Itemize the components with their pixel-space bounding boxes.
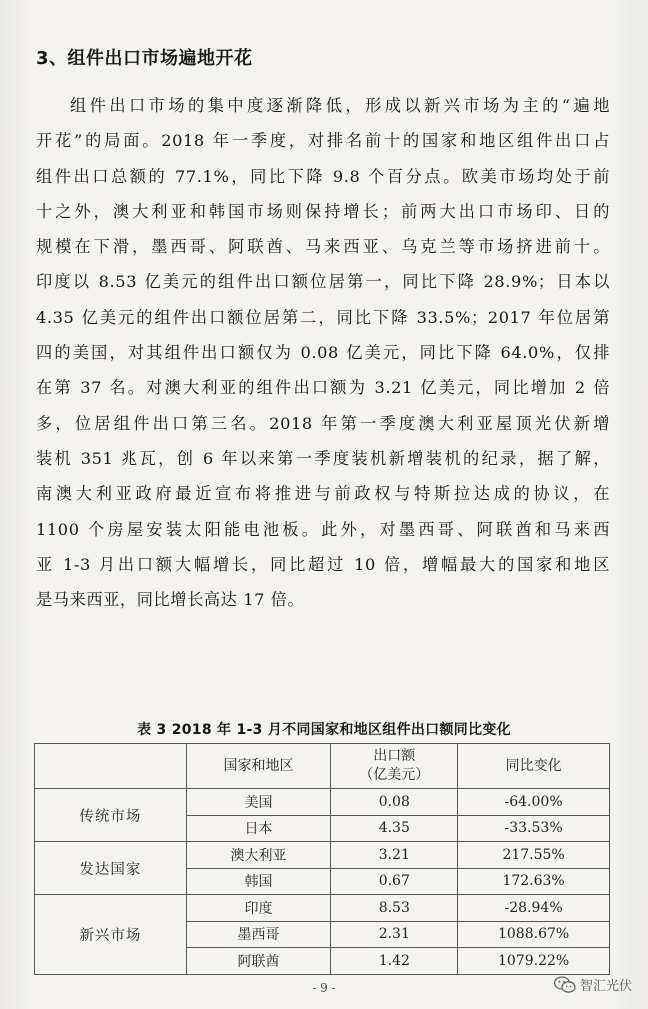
paragraph-line: 1100 个房屋安装太阳能电池板。此外，对墨西哥、阿联酋和马来西 [36, 519, 610, 539]
cell-region: 澳大利亚 [186, 842, 331, 869]
cell-change: 172.63% [458, 868, 610, 895]
cell-change: 1079.22% [458, 948, 610, 975]
paragraph-line: 印度以 8.53 亿美元的组件出口额位居第一，同比下降 28.9%；日本以 [36, 272, 610, 292]
group-label: 发达国家 [35, 842, 187, 895]
cell-region: 墨西哥 [186, 921, 331, 948]
watermark-text: 智汇光伏 [579, 979, 632, 994]
group-label: 传统市场 [35, 789, 187, 842]
header-amount-line2: （亿美元） [359, 767, 430, 783]
header-change: 同比变化 [458, 744, 610, 789]
paragraph-line: 亚 1-3 月出口额大幅增长，同比超过 10 倍，增幅最大的国家和地区 [36, 554, 610, 574]
paragraph-line: 南澳大利亚政府最近宣布将推进与前政权与特斯拉达成的协议，在 [36, 484, 610, 504]
cell-amount: 3.21 [331, 842, 458, 869]
cell-region: 阿联酋 [186, 948, 331, 975]
wechat-icon [554, 976, 576, 994]
paragraph-line: 多，位居组件出口第三名。2018 年第一季度澳大利亚屋顶光伏新增 [36, 413, 610, 433]
paragraph-line: 开花”的局面。2018 年一季度，对排名前十的国家和地区组件出口占 [36, 131, 610, 151]
table-caption: 表 3 2018 年 1-3 月不同国家和地区组件出口额同比变化 [137, 722, 511, 738]
cell-change: 1088.67% [458, 921, 610, 948]
cell-region: 日本 [186, 815, 331, 842]
body-paragraph [36, 88, 610, 617]
cell-change: -28.94% [458, 895, 610, 922]
table-row [35, 789, 610, 816]
watermark [554, 975, 632, 994]
paragraph-line: 在第 37 名。对澳大利亚的组件出口额为 3.21 亿美元，同比增加 2 倍 [36, 378, 610, 398]
cell-region: 印度 [186, 895, 331, 922]
paragraph-line: 四的美国，对其组件出口额仅为 0.08 亿美元，同比下降 64.0%，仅排 [36, 343, 610, 363]
cell-change: 217.55% [458, 842, 610, 869]
table-row [35, 842, 610, 869]
cell-amount: 0.08 [331, 789, 458, 816]
export-table [34, 743, 610, 975]
paragraph-line: 是马来西亚，同比增长高达 17 倍。 [36, 590, 305, 610]
paragraph-line: 规模在下滑，墨西哥、阿联酋、马来西亚、乌克兰等市场挤进前十。 [36, 237, 610, 257]
paragraph-line: 组件出口总额的 77.1%，同比下降 9.8 个百分点。欧美市场均处于前 [36, 166, 610, 186]
page-number: - 9 - [312, 981, 336, 995]
header-amount [331, 744, 458, 789]
cell-amount: 2.31 [331, 921, 458, 948]
paragraph-line: 组件出口市场的集中度逐渐降低，形成以新兴市场为主的“遍地 [70, 96, 610, 115]
header-amount-line1: 出口额 [373, 748, 416, 764]
header-region: 国家和地区 [186, 744, 331, 789]
section-heading: 3、组件出口市场遍地开花 [36, 48, 253, 69]
cell-amount: 8.53 [331, 895, 458, 922]
cell-change: -64.00% [458, 789, 610, 816]
cell-region: 美国 [186, 789, 331, 816]
group-label: 新兴市场 [35, 895, 187, 975]
cell-amount: 0.67 [331, 868, 458, 895]
cell-change: -33.53% [458, 815, 610, 842]
cell-region: 韩国 [186, 868, 331, 895]
paragraph-line: 装机 351 兆瓦，创 6 年以来第一季度装机新增装机的纪录，据了解， [36, 448, 610, 468]
cell-amount: 4.35 [331, 815, 458, 842]
paragraph-line: 4.35 亿美元的组件出口额位居第二，同比下降 33.5%；2017 年位居第 [36, 307, 610, 327]
header-group [35, 744, 187, 789]
paragraph-line: 十之外，澳大利亚和韩国市场则保持增长；前两大出口市场印、日的 [36, 201, 610, 221]
cell-amount: 1.42 [331, 948, 458, 975]
table-row [35, 895, 610, 922]
table-header-row [35, 744, 610, 789]
